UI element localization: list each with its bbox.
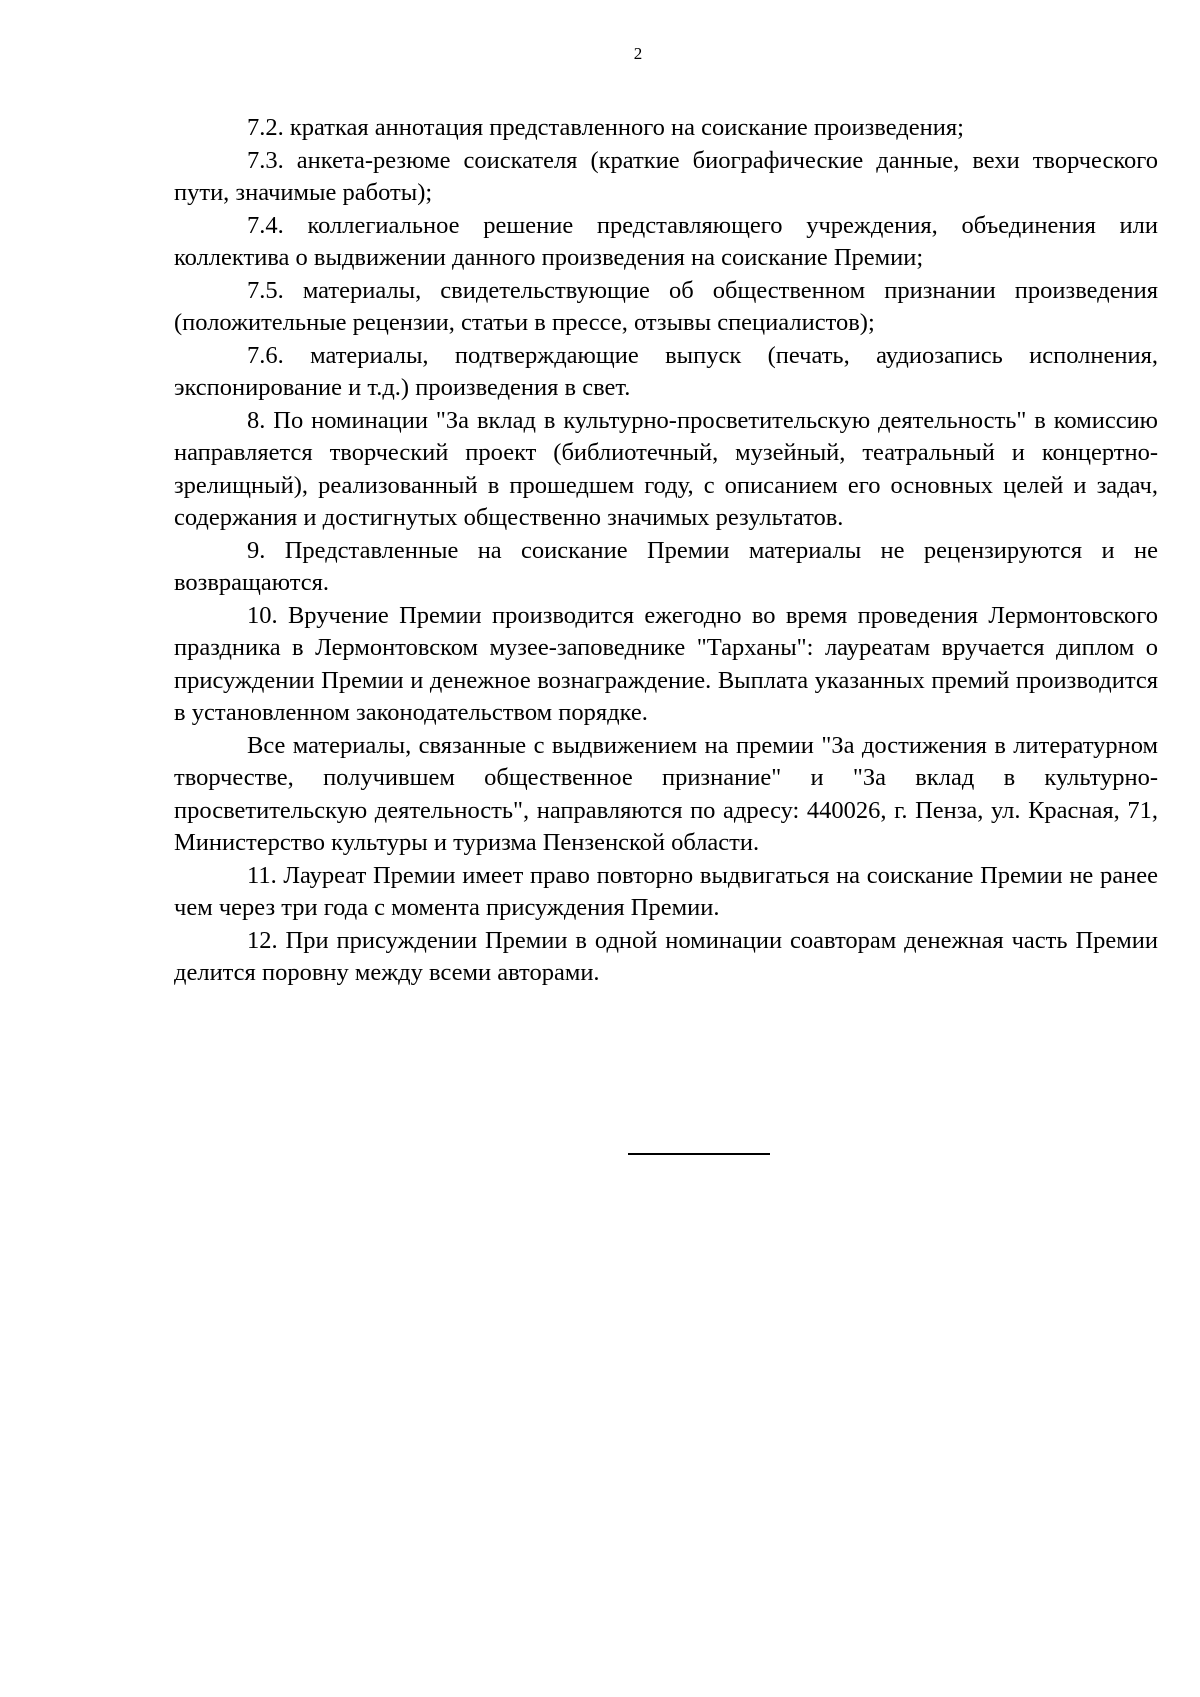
paragraph-7-6: 7.6. материалы, подтверждающие выпуск (печать, аудиозапись исполнения, экспонирование и т.д.) произведения в свет. — [174, 341, 1158, 401]
paragraph-10-address: Все материалы, связанные с выдвижением на премии "За достижения в литературном творчестве, получившем общественное признание" и "За вклад в культурно-просветительскую деятельность", направляются по адресу: 440026, г. Пенза, ул. Красная, 71, Министерство культуры и туризма Пензенской области. — [174, 731, 1158, 856]
paragraph-7-4: 7.4. коллегиальное решение представляющего учреждения, объединения или коллектива о выдвижении данного произведения на соискание Премии; — [174, 211, 1158, 271]
closing-divider — [628, 1153, 770, 1155]
paragraph-7-5: 7.5. материалы, свидетельствующие об общественном признании произведения (положительные рецензии, статьи в прессе, отзывы специалистов); — [174, 276, 1158, 336]
page-number: 2 — [633, 44, 643, 63]
paragraph-9: 9. Представленные на соискание Премии материалы не рецензируются и не возвращаются. — [174, 536, 1158, 596]
paragraph-10: 10. Вручение Премии производится ежегодно во время проведения Лермонтовского праздника в Лермонтовском музее-заповеднике "Тарханы": лауреатам вручается диплом о присуждении Премии и денежное вознаграждение. Выплата указанных премий производится в установленном законодательством порядке. — [174, 601, 1158, 726]
paragraph-7-2: 7.2. краткая аннотация представленного на соискание произведения; — [247, 114, 964, 141]
document-body — [174, 112, 1158, 990]
paragraph-12: 12. При присуждении Премии в одной номинации соавторам денежная часть Премии делится поровну между всеми авторами. — [174, 926, 1158, 986]
paragraph-8: 8. По номинации "За вклад в культурно-просветительскую деятельность" в комиссию направляется творческий проект (библиотечный, музейный, театральный и концертно-зрелищный), реализованный в прошедшем году, с описанием его основных целей и задач, содержания и достигнутых общественно значимых результатов. — [174, 406, 1158, 531]
paragraph-11: 11. Лауреат Премии имеет право повторно выдвигаться на соискание Премии не ранее чем через три года с момента присуждения Премии. — [174, 861, 1158, 921]
paragraph-7-3: 7.3. анкета-резюме соискателя (краткие биографические данные, вехи творческого пути, значимые работы); — [174, 146, 1158, 206]
